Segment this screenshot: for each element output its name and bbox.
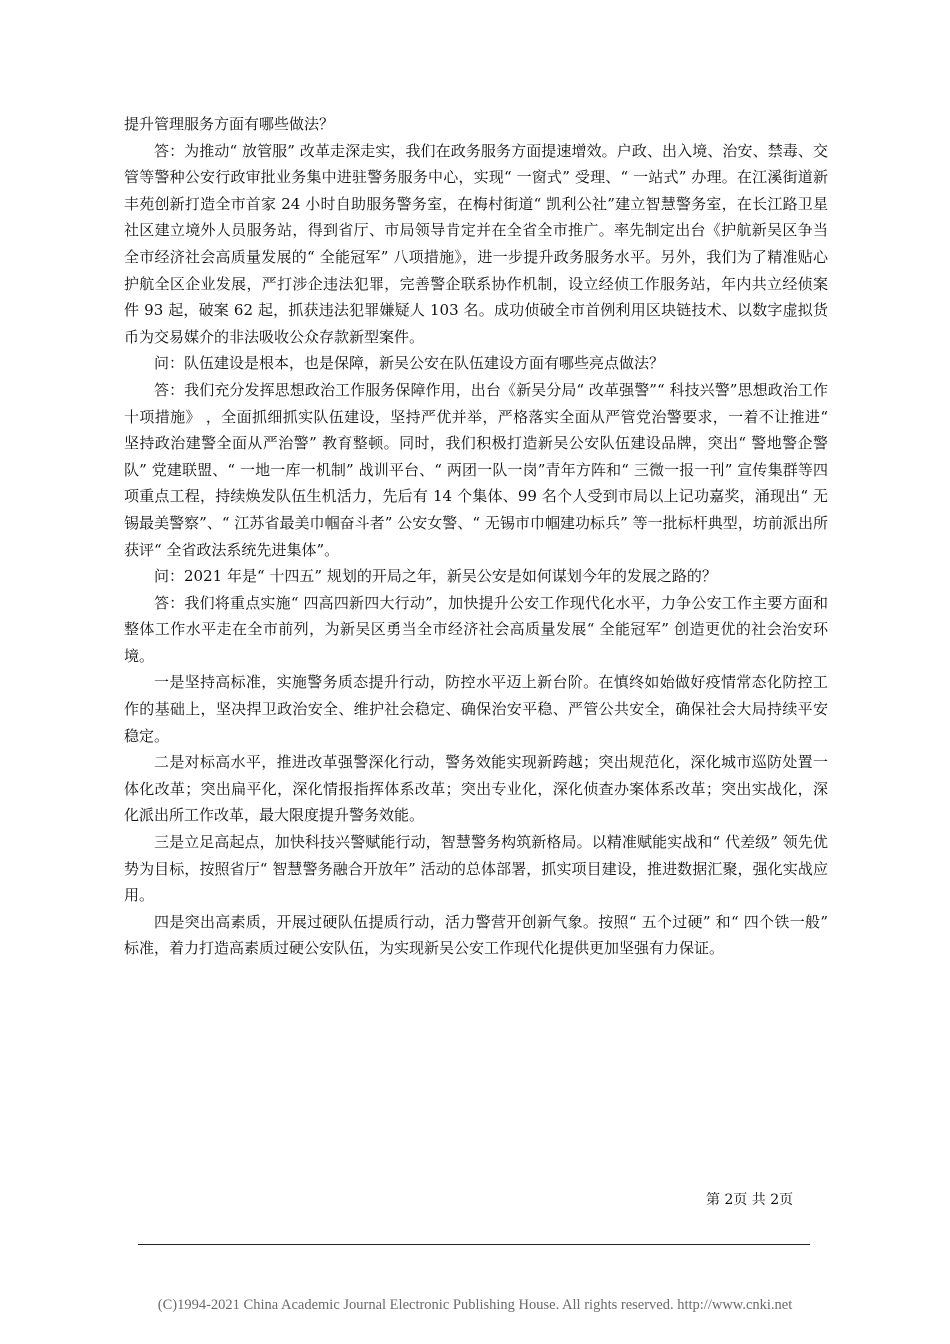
paragraph-2: 答：为推动“ 放管服” 改革走深走实，我们在政务服务方面提速增效。户政、出入境、治安、禁毒、交管等警种公安行政审批业务集中进驻警务服务中心，实现“ 一窗式” 受理、“ 一站式” 办理。在江溪街道新丰苑创新打造全市首家 24 小时自助服务警务室，在梅村街道“ 凯利公社”建立智慧警务室，在长江路卫星社区建立境外人员服务站，得到省厅、市局领导肯定并在全省全市推广。率先制定出台《护航新吴区争当全市经济社会高质量发展的“ 全能冠军” 八项措施》，进一步提升政务服务水平。另外，我们为了精准贴心护航全区企业发展，严打涉企违法犯罪，完善警企联系协作机制，设立经侦工作服务站，年内共立经侦案件 93 起，破案 62 起，抓获违法犯罪嫌疑人 103 名。成功侦破全市首例利用区块链技术、以数字虚拟货币为交易媒介的非法吸收公众存款新型案件。	[124, 141, 828, 346]
paragraph-1: 提升管理服务方面有哪些做法？	[124, 115, 335, 133]
footer-divider	[138, 1244, 810, 1245]
copyright-notice: (C)1994-2021 China Academic Journal Electronic Publishing House. All rights reserved. http://www.cnki.net	[157, 1297, 793, 1313]
page-number: 第 2页 共 2页	[706, 1192, 794, 1208]
paragraph-7: 一是坚持高标准，实施警务质态提升行动，防控水平迈上新台阶。在慎终如始做好疫情常态化防控工作的基础上，坚决捍卫政治安全、维护社会稳定、确保治安平稳、严管公共安全，确保社会大局持续平安稳定。	[124, 673, 828, 745]
article-body	[124, 111, 828, 962]
paragraph-10: 四是突出高素质，开展过硬队伍提质行动，活力警营开创新气象。按照“ 五个过硬” 和“ 四个铁一般” 标准，着力打造高素质过硬公安队伍，为实现新吴公安工作现代化提供更加坚强有力保证。	[124, 912, 828, 958]
paragraph-9: 三是立足高起点，加快科技兴警赋能行动，智慧警务构筑新格局。以精准赋能实战和“ 代差级” 领先优势为目标，按照省厅“ 智慧警务融合开放年” 活动的总体部署，抓实项目建设，推进数据汇聚，强化实战应用。	[124, 833, 828, 905]
paragraph-6: 答：我们将重点实施“ 四高四新四大行动”，加快提升公安工作现代化水平，力争公安工作主要方面和整体工作水平走在全市前列，为新吴区勇当全市经济社会高质量发展“ 全能冠军” 创造更优的社会治安环境。	[124, 593, 828, 665]
paragraph-4: 答：我们充分发挥思想政治工作服务保障作用，出台《新吴分局“ 改革强警”“ 科技兴警”思想政治工作十项措施》 ，全面抓细抓实队伍建设，坚持严优并举，严格落实全面从严管党治警要求，一着不让推进“ 坚持政治建警全面从严治警” 教育整顿。同时，我们积极打造新吴公安队伍建设品牌，突出“ 警地警企警队” 党建联盟、“ 一地一库一机制” 战训平台、“ 两团一队一岗”青年方阵和“ 三微一报一刊” 宣传集群等四项重点工程，持续焕发队伍生机活力，先后有 14 个集体、99 名个人受到市局以上记功嘉奖，涌现出“ 无锡最美警察”、“ 江苏省最美巾帼奋斗者” 公安女警、“ 无锡市巾帼建功标兵” 等一批标杆典型，坊前派出所获评“ 全省政法系统先进集体”。	[124, 380, 828, 559]
paragraph-8: 二是对标高水平，推进改革强警深化行动，警务效能实现新跨越；突出规范化，深化城市巡防处置一体化改革；突出扁平化，深化情报指挥体系改革；突出专业化，深化侦查办案体系改革；突出实战化，深化派出所工作改革，最大限度提升警务效能。	[124, 753, 828, 825]
paragraph-3: 问：队伍建设是根本，也是保障，新吴公安在队伍建设方面有哪些亮点做法？	[154, 354, 665, 373]
paragraph-5: 问：2021 年是“ 十四五” 规划的开局之年，新吴公安是如何谋划今年的发展之路的？	[154, 567, 717, 586]
